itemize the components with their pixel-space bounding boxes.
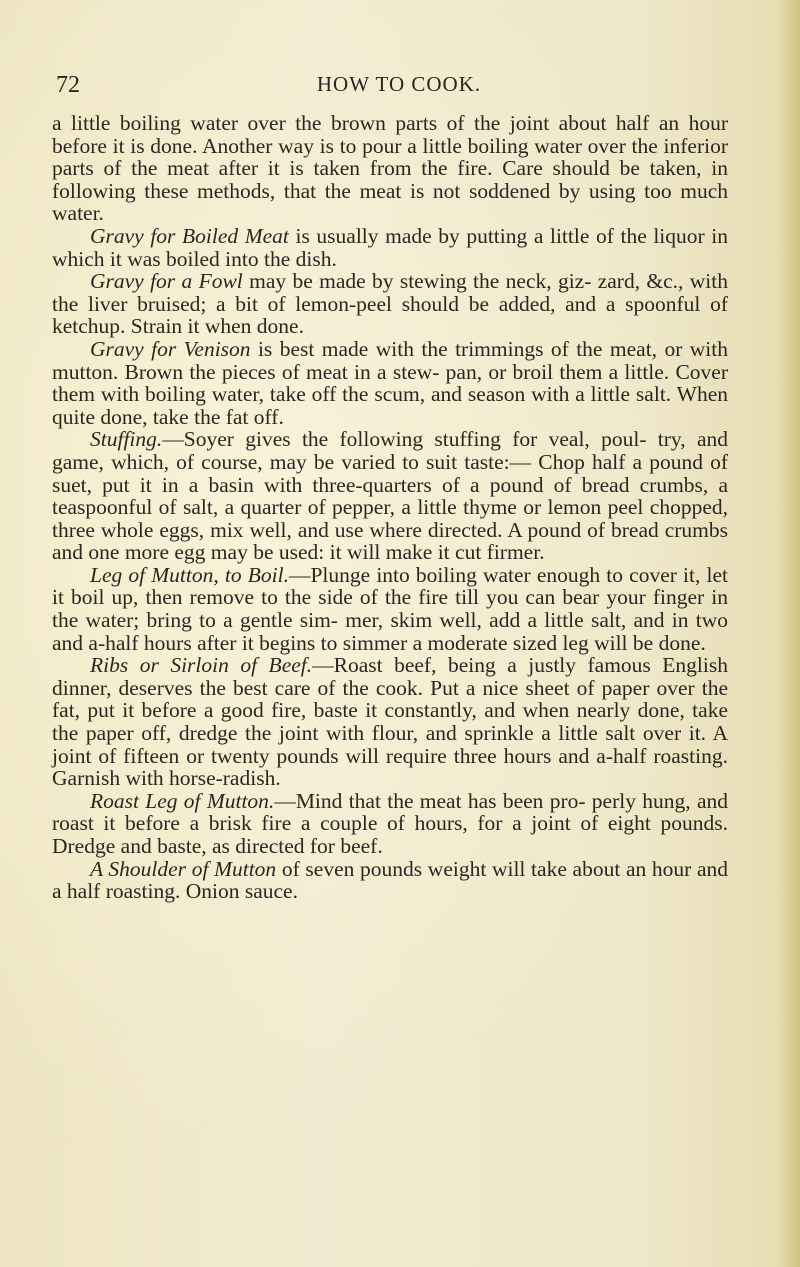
paragraph-text: —Plunge into boiling water enough to cover it, let it boil up, then remove to the side of the fire till you can bear your finger in the water; bring to a gentle sim- mer, skim well, add a little salt, and in two and a-half hours after it begins to simmer a moderate sized leg will be done. (52, 562, 728, 655)
body-text (52, 112, 728, 903)
page-edge-shadow (778, 0, 800, 1267)
paragraph-ribs-sirloin-beef (52, 654, 728, 790)
paragraph-shoulder-mutton (52, 858, 728, 903)
paragraph-heading: Leg of Mutton, to Boil. (90, 562, 289, 587)
page-number: 72 (56, 72, 80, 98)
paragraph-gravy-fowl (52, 270, 728, 338)
paragraph-text: is best made with the trimmings of the meat, or with mutton. Brown the pieces of meat in a stew- pan, or broil them a little. Cover them with boiling water, take off the scum, and season with a little salt. When quite done, take the fat off. (52, 336, 729, 429)
paragraph-heading: A Shoulder of Mutton (90, 856, 277, 881)
paragraph-gravy-venison (52, 338, 728, 428)
paragraph-heading: Gravy for Boiled Meat (90, 223, 289, 248)
page-header (56, 72, 742, 102)
paragraph-text: may be made by stewing the neck, giz- zard, &c., with the liver bruised; a bit of lemon-peel should be added, and a spoonful of ketchup. Strain it when done. (52, 269, 728, 339)
paragraph-continuation (52, 112, 728, 225)
paragraph-text: —Soyer gives the following stuffing for veal, poul- try, and game, which, of course, may be varied to suit taste:— Chop half a pound of suet, put it in a basin with three-quarters of a pound of bread crumbs, a teaspoonful of salt, a quarter of pepper, a little thyme or lemon peel chopped, three whole eggs, mix well, and use where directed. A pound of bread crumbs and one more egg may be used: it will make it cut firmer. (52, 427, 728, 565)
paragraph-heading: Gravy for Venison (90, 336, 251, 361)
paragraph-stuffing (52, 428, 728, 564)
running-head: HOW TO COOK. (316, 72, 482, 96)
paragraph-heading: Stuffing. (90, 427, 163, 452)
paragraph-text: —Roast beef, being a justly famous English dinner, deserves the best care of the cook. Put a nice sheet of paper over the fat, put it before a good fire, baste it constantly, and when nearly done, take the paper off, dredge the joint with flour, and sprinkle a little salt over it. A joint of fifteen or twenty pounds will require three hours and a-half roasting. Garnish with horse-radish. (52, 653, 728, 791)
paragraph-leg-of-mutton-boil (52, 564, 728, 654)
paragraph-gravy-boiled-meat (52, 225, 728, 270)
paragraph-roast-leg-mutton (52, 790, 728, 858)
paragraph-heading: Gravy for a Fowl (90, 269, 243, 294)
paragraph-text: a little boiling water over the brown parts of the joint about half an hour before it is done. Another way is to pour a little boiling water over the inferior parts of the meat after it is taken from the fire. Care should be taken, in following these methods, that the meat is not soddened by using too much water. (52, 111, 728, 226)
paragraph-heading: Ribs or Sirloin of Beef. (90, 653, 313, 678)
paragraph-text: is usually made by putting a little of the liquor in which it was boiled into the dish. (52, 223, 728, 271)
paragraph-text: of seven pounds weight will take about an hour and a half roasting. Onion sauce. (52, 856, 728, 904)
paragraph-text: —Mind that the meat has been pro- perly hung, and roast it before a brisk fire a couple of hours, for a joint of eight pounds. Dredge and baste, as directed for beef. (52, 788, 728, 858)
paragraph-heading: Roast Leg of Mutton. (90, 788, 275, 813)
